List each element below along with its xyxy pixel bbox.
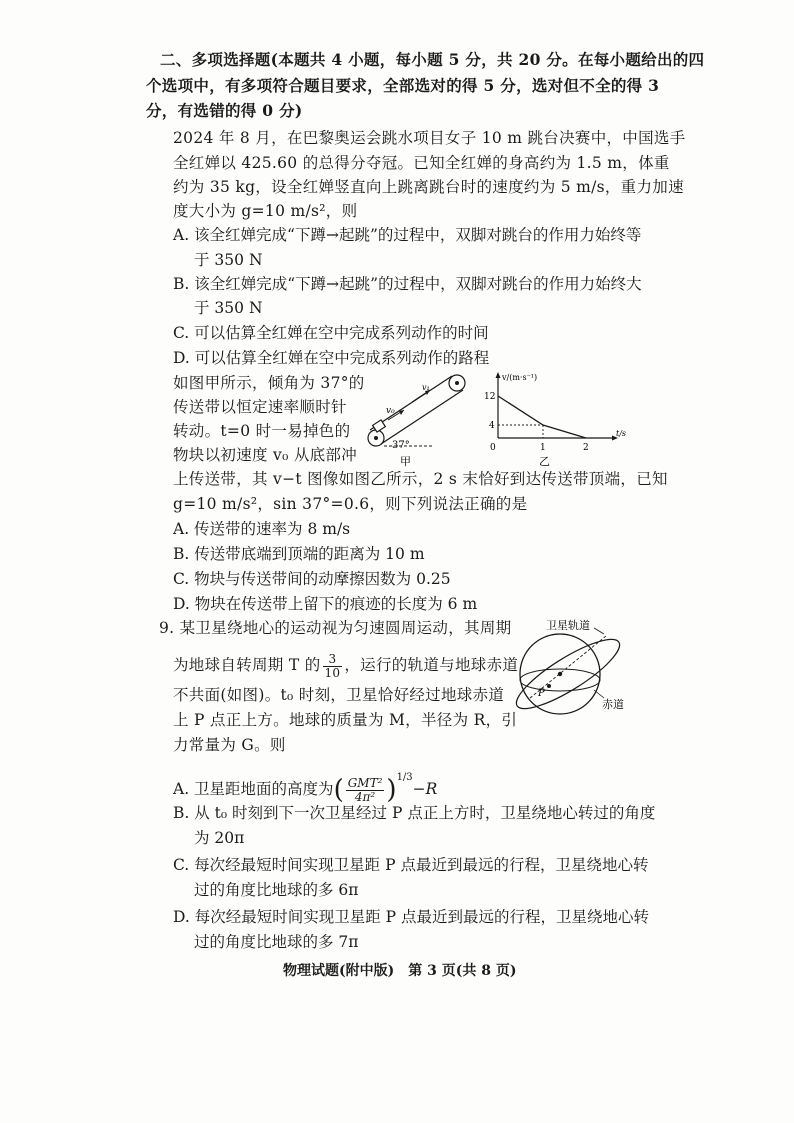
xtick-2: 2 [583, 443, 589, 453]
q9-option-a-num: GMT² [347, 775, 383, 790]
q9-fraction-num: 3 [323, 653, 343, 667]
q8-stem-full-line1: 上传送带，其 v−t 图像如图乙所示，2 s 末恰好到达传送带顶端，已知 [173, 470, 668, 488]
q8-stem-full-line2: g=10 m/s²，sin 37°=0.6，则下列说法正确的是 [173, 495, 528, 513]
q8-stem-left-line4: 物块以初速度 v₀ 从底部冲 [173, 446, 358, 464]
q7-option-c: C. 可以估算全红婵在空中完成系列动作的时间 [173, 324, 489, 342]
q7-stem-line2: 全红婵以 425.60 的总得分夺冠。已知全红婵的身高约为 1.5 m，体重 [173, 154, 670, 172]
q9-stem-line5: 力常量为 G。则 [173, 736, 286, 754]
section-header-line2: 个选项中，有多项符合题目要求，全部选对的得 5 分，选对但不全的得 3 [146, 76, 660, 95]
q9-stem-line2 [173, 648, 518, 682]
q9-option-b-line1: B. 从 t₀ 时刻到下一次卫星经过 P 点正上方时，卫星绕地心转过的角度 [173, 804, 656, 822]
t-axis-label: t/s [616, 429, 626, 438]
q9-option-d-line2: 过的角度比地球的多 7π [194, 933, 359, 951]
q8-stem-left-line3: 转动。t=0 时一易掉色的 [173, 422, 351, 440]
q9-option-a-post: −R [412, 780, 438, 798]
page-footer: 物理试题(附中版) 第 3 页(共 8 页) [283, 963, 517, 979]
origin-label: 0 [490, 443, 496, 453]
top-pulley-axle [455, 381, 459, 385]
right-paren: ) [386, 775, 397, 805]
q9-option-a-fraction [346, 777, 385, 804]
q9-option-a-pre: A. 卫星距地面的高度为 [173, 780, 334, 798]
earth-center [558, 672, 562, 676]
angle-label: 37° [392, 440, 410, 451]
q9-fraction-den: 10 [324, 665, 341, 680]
q9-line2-post: ，运行的轨道与地球赤道 [344, 656, 519, 674]
q8-option-c: C. 物块与传送带间的动摩擦因数为 0.25 [173, 570, 451, 588]
q9-option-a-den: 4π² [354, 789, 376, 804]
q9-satellite-figure [508, 616, 632, 728]
v0-label: v₀ [386, 406, 395, 416]
v-axis-label: v/(m·s⁻¹) [502, 373, 538, 382]
bottom-pulley-axle [374, 436, 378, 440]
v-axis-arrow [496, 372, 501, 378]
orbit-label: 卫星轨道 [546, 619, 590, 632]
q9-option-b-line2: 为 20π [194, 829, 245, 847]
q9-option-d-line1: D. 每次经最短时间实现卫星距 P 点最近到最远的行程，卫星绕地心转 [173, 908, 650, 926]
section-header-line3: 分，有选错的得 0 分) [146, 101, 303, 120]
q8-option-b: B. 传送带底端到顶端的距离为 10 m [173, 545, 425, 563]
q7-option-a-line1: A. 该全红婵完成“下蹲→起跳”的过程中，双脚对跳台的作用力始终等 [173, 226, 642, 244]
q9-period-fraction [323, 653, 343, 680]
q8-conveyor-figure [360, 368, 470, 468]
q7-stem-line4: 度大小为 g=10 m/s²，则 [173, 202, 358, 220]
q7-option-d: D. 可以估算全红婵在空中完成系列动作的路程 [173, 349, 490, 367]
xtick-1: 1 [540, 443, 546, 453]
equator-label: 赤道 [602, 698, 624, 711]
q9-option-c-line1: C. 每次经最短时间实现卫星距 P 点最近到最远的行程，卫星绕地心转 [173, 856, 649, 874]
v1-label: v₁ [422, 383, 430, 392]
point-p-label: P [538, 688, 545, 699]
q9-option-a-exponent: 1/3 [396, 772, 413, 783]
q8-option-d: D. 物块在传送带上留下的痕迹的长度为 6 m [173, 595, 478, 613]
point-p [547, 684, 551, 688]
equator-label-pointer [594, 690, 604, 698]
q9-stem-line3: 不共面(如图)。t₀ 时刻，卫星恰好经过地球赤道 [173, 686, 505, 704]
q9-stem-line1: 9. 某卫星绕地心的运动视为匀速圆周运动，其周期 [159, 619, 512, 637]
orbit-label-pointer [594, 628, 604, 634]
section-header-line1: 二、多项选择题(本题共 4 小题，每小题 5 分，共 20 分。在每小题给出的四 [160, 50, 705, 69]
ytick-4: 4 [489, 421, 495, 431]
vt-curve [498, 396, 586, 438]
ytick-12: 12 [484, 392, 496, 402]
q9-option-c-line2: 过的角度比地球的多 6π [194, 881, 359, 899]
q7-option-a-line2: 于 350 N [194, 251, 263, 269]
q7-option-b-line1: B. 该全红婵完成“下蹲→起跳”的过程中，双脚对跳台的作用力始终大 [173, 275, 642, 293]
figure-yi-caption: 乙 [539, 455, 550, 468]
q7-stem-line3: 约为 35 kg，设全红婵竖直向上跳离跳台时的速度约为 5 m/s，重力加速 [173, 178, 684, 196]
figure-jia-caption: 甲 [400, 455, 411, 468]
q7-stem-line1: 2024 年 8 月，在巴黎奥运会跳水项目女子 10 m 跳台决赛中，中国选手 [173, 129, 686, 147]
q8-stem-left-line1: 如图甲所示，倾角为 37°的 [173, 374, 365, 392]
q8-vt-graph [476, 366, 626, 470]
left-paren: ( [333, 775, 344, 805]
q9-line2-pre: 为地球自转周期 T 的 [173, 656, 321, 674]
q9-option-a [173, 760, 437, 808]
q8-option-a: A. 传送带的速率为 8 m/s [173, 520, 351, 538]
q8-stem-left-line2: 传送带以恒定速率顺时针 [173, 398, 347, 416]
q9-stem-line4: 上 P 点正上方。地球的质量为 M，半径为 R，引 [173, 711, 518, 729]
q7-option-b-line2: 于 350 N [194, 299, 263, 317]
